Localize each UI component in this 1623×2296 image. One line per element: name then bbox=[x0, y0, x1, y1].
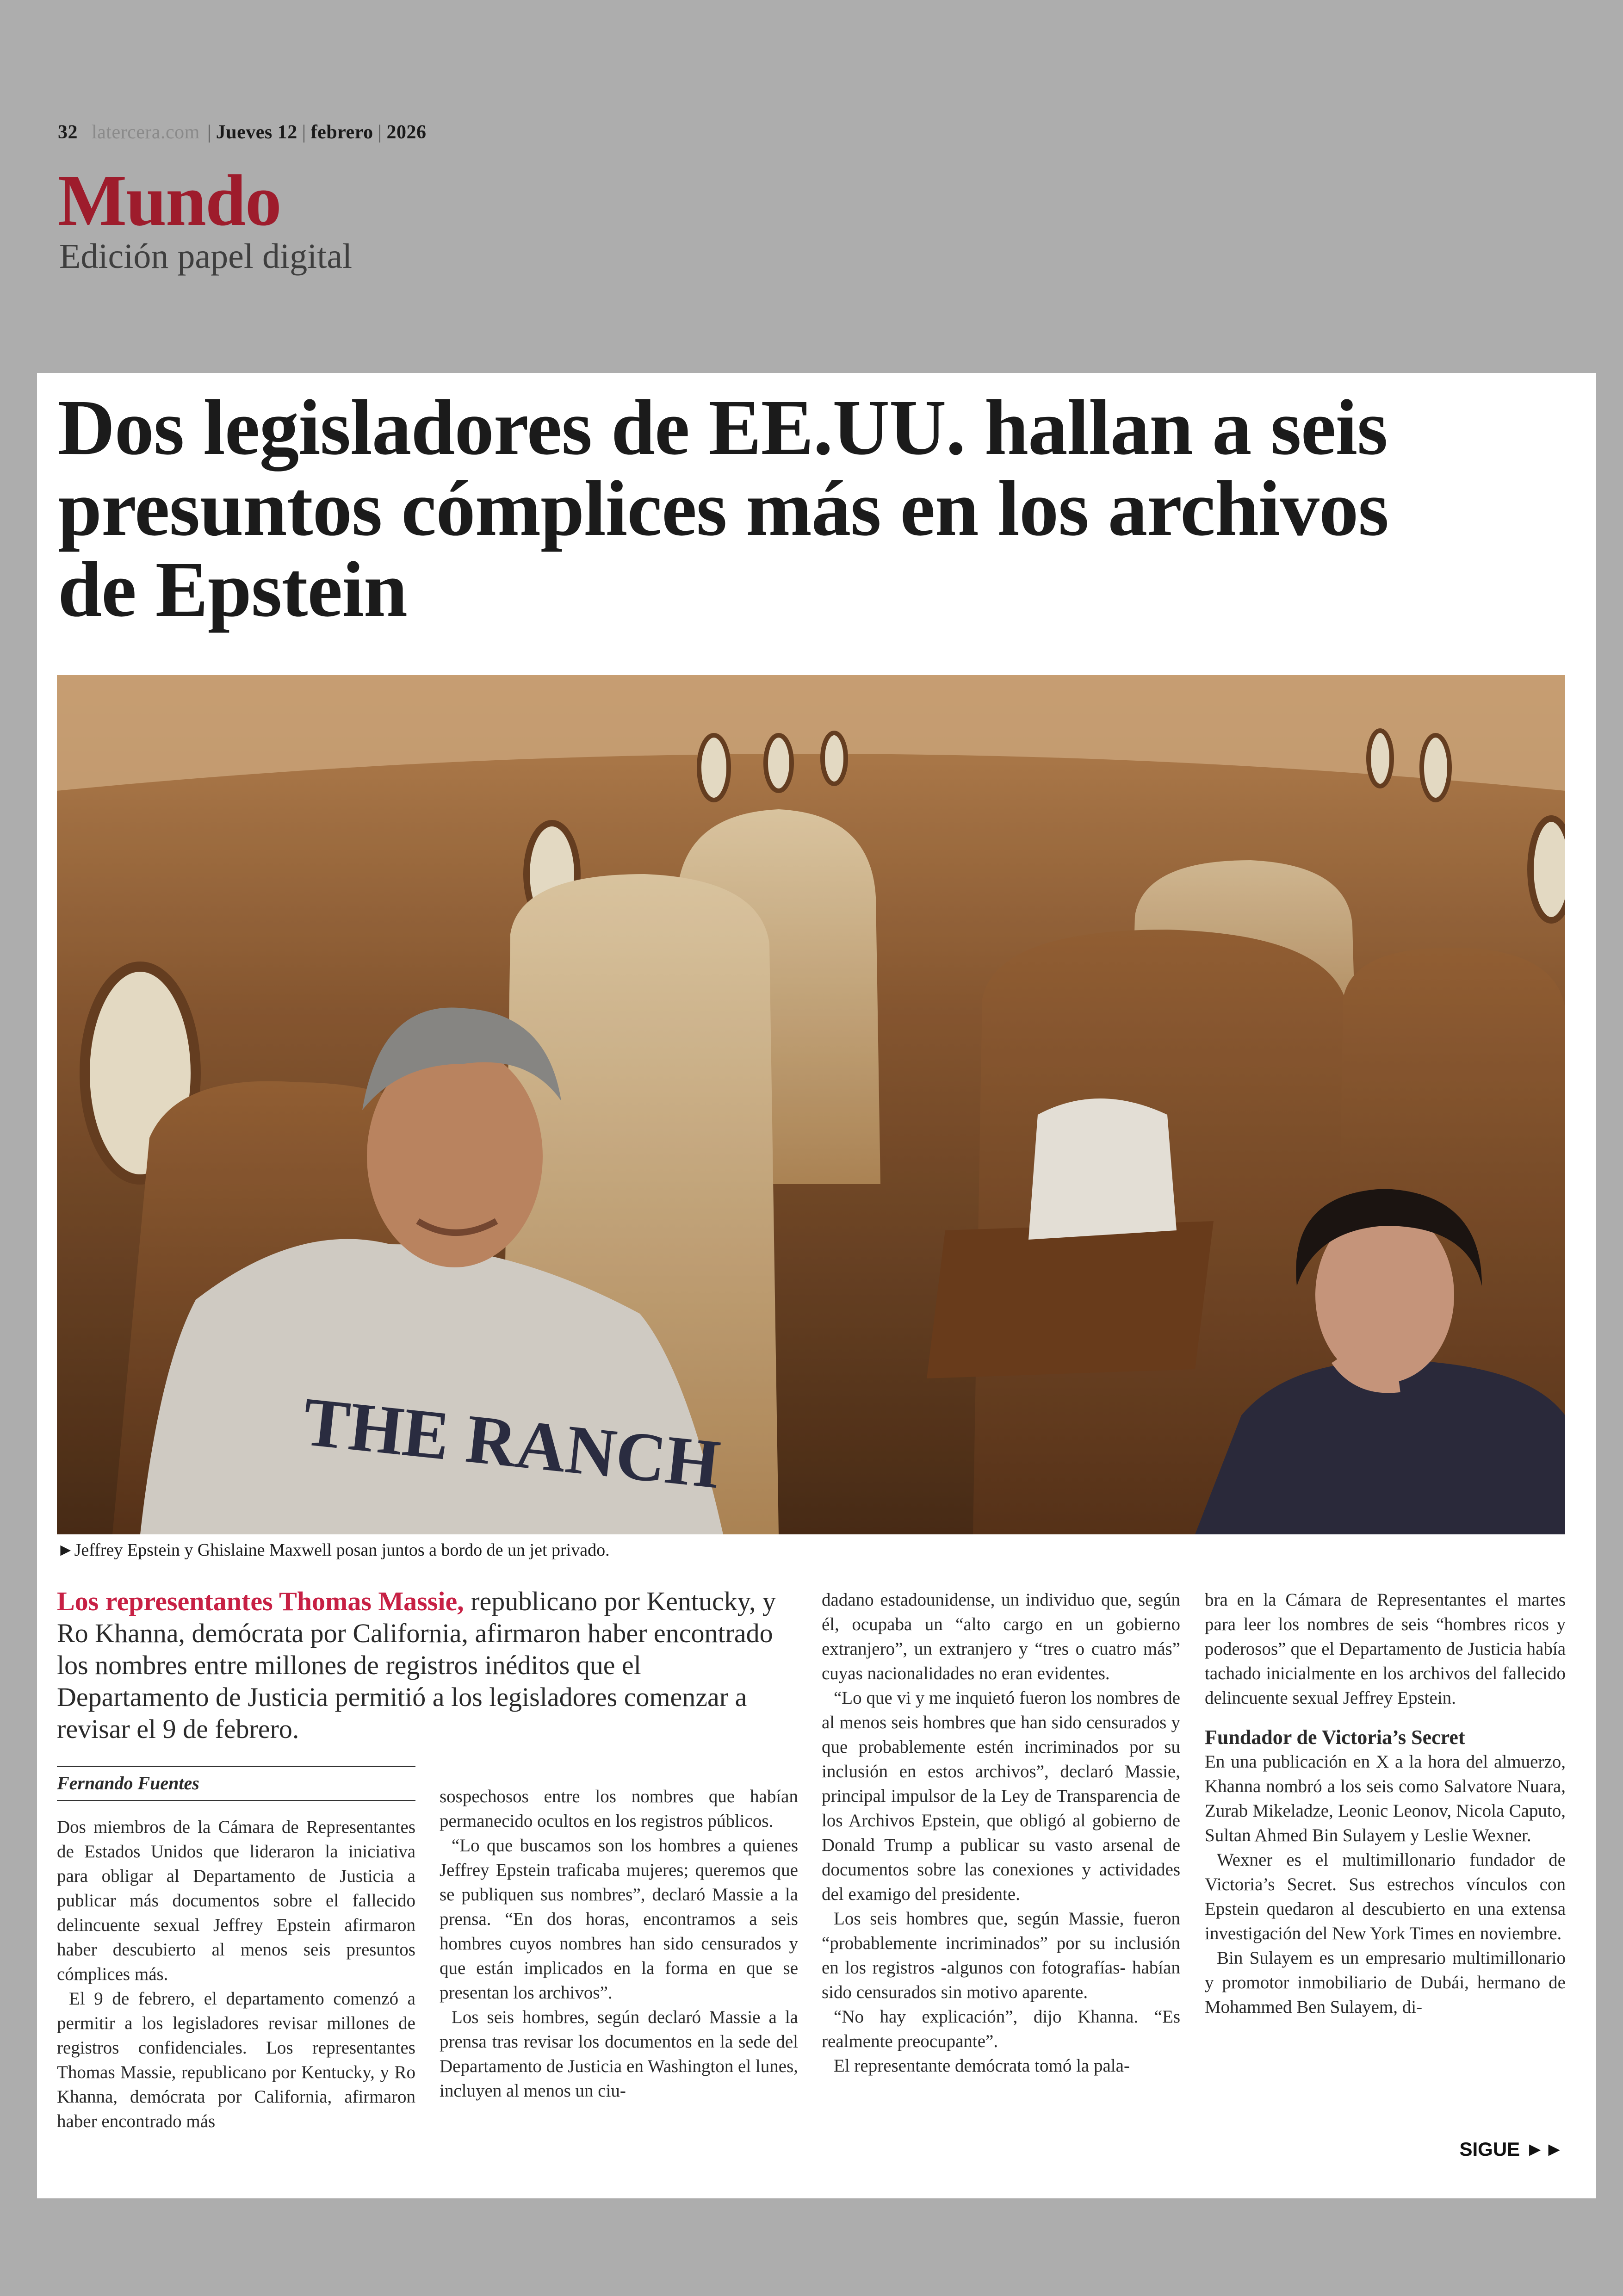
article-page bbox=[37, 373, 1596, 2198]
paragraph: dadano estadounidense, un individuo que, según él, ocupaba un “alto cargo en un gobierno extranjero”, un extranjero y “tres o cuatro más” cuyas nacionalidades no eran evidentes. bbox=[822, 1590, 1180, 1683]
paragraph: En una publicación en X a la hora del almuerzo, Khanna nombró a los seis como Salvatore Nuara, Zurab Mikeladze, Leonic Leonov, Nicola Caputo, Sultan Ahmed Bin Sulayem y Leslie Wexner. bbox=[1205, 1752, 1566, 1845]
column-2 bbox=[440, 1784, 798, 2103]
column-4 bbox=[1205, 1588, 1566, 2019]
paragraph: Bin Sulayem es un empresario multimillonario y promotor inmobiliario de Dubái, hermano de Mohammed Ben Sulayem, di- bbox=[1205, 1948, 1566, 2017]
photo-caption: ►Jeffrey Epstein y Ghislaine Maxwell posan juntos a bordo de un jet privado. bbox=[57, 1540, 610, 1560]
edition-label: Edición papel digital bbox=[59, 237, 353, 276]
paragraph: “Lo que vi y me inquietó fueron los nombres de al menos seis hombres que han sido censurados y que probablemente estén incriminados por su inclusión en estos archivos”, declaró Massie, principal impulsor de la Ley de Transparencia de los Archivos Epstein, que obligó al gobierno de Donald Trump a publicar su vasto arsenal de documentos sobre las conexiones y actividades del examigo del presidente. bbox=[822, 1688, 1180, 1904]
article-photo[interactable] bbox=[57, 675, 1565, 1534]
sweatshirt-text: THE RANCH bbox=[299, 1383, 724, 1503]
paragraph: Los seis hombres, según declaró Massie a la prensa tras revisar los documentos en la sede del Departamento de Justicia en Washington el lunes, incluyen al menos un ciu- bbox=[440, 2007, 798, 2101]
dateline: 32 latercera.com | Jueves 12 | febrero | 2026 bbox=[58, 122, 427, 143]
paragraph: “Lo que buscamos son los hombres a quienes Jeffrey Epstein traficaba mujeres; queremos que se publiquen sus nombres”, declaró Massie a la prensa. “En dos horas, encontramos a seis hombres cuyos nombres han sido censurados y que están implicados en la forma en que se presentan los archivos”. bbox=[440, 1836, 798, 2003]
photo-illustration bbox=[57, 675, 1565, 1534]
paragraph: sospechosos entre los nombres que habían permanecido ocultos en los registros públicos. bbox=[440, 1787, 798, 1831]
date-year: 2026 bbox=[386, 122, 427, 143]
column-1 bbox=[57, 1766, 415, 2134]
paragraph: El 9 de febrero, el departamento comenzó a permitir a los legisladores revisar millones de registros confidenciales. Los representantes Thomas Massie, republicano por Kentucky, y Ro Khanna, demócrata por California, afirmaron haber encontrado más bbox=[57, 1989, 415, 2131]
subheading: Fundador de Victoria’s Secret bbox=[1205, 1726, 1465, 1749]
byline: Fernando Fuentes bbox=[57, 1766, 415, 1801]
paragraph: Dos miembros de la Cámara de Representantes de Estados Unidos que lideraron la iniciativa para obligar al Departamento de Justicia a publicar más documentos sobre el fallecido delincuente sexual Jeffrey Epstein afirmaron haber descubierto al menos seis presuntos cómplices más. bbox=[57, 1817, 415, 1984]
lead-text: republicano por Kentucky, y Ro Khanna, demócrata por California, afirmaron haber encontrado los nombres entre millones de registros inéditos que el Departamento de Justicia permitió a los legisladores comenzar a revisar el 9 de febrero. bbox=[57, 1586, 776, 1744]
section-title: Mundo bbox=[58, 160, 281, 241]
paragraph: bra en la Cámara de Representantes el martes para leer los nombres de seis “hombres ricos y poderosos” que el Departamento de Justicia había tachado inicialmente en los archivos del fallecido delincuente sexual Jeffrey Epstein. bbox=[1205, 1590, 1566, 1708]
page-number: 32 bbox=[58, 122, 78, 143]
date-weekday: Jueves 12 bbox=[216, 122, 297, 143]
paragraph: Los seis hombres que, según Massie, fueron “probablemente incriminados” por su inclusión en los registros -algunos con fotografías- habían sido censurados sin motivo aparente. bbox=[822, 1909, 1180, 2002]
headline: Dos legisladores de EE.UU. hallan a seis presuntos cómplices más en los archivos de Epstein bbox=[58, 384, 1389, 633]
lead-paragraph bbox=[57, 1585, 779, 1745]
paragraph: Wexner es el multimillonario fundador de Victoria’s Secret. Sus estrechos vínculos con Epstein quedaron al descubierto en una extensa investigación del New York Times en noviembre. bbox=[1205, 1850, 1566, 1943]
continue-link[interactable]: SIGUE ►► bbox=[1459, 2138, 1564, 2160]
column-3 bbox=[822, 1588, 1180, 2078]
paragraph: El representante demócrata tomó la pala- bbox=[834, 2056, 1130, 2076]
lead-highlight: Los representantes Thomas Massie, bbox=[57, 1586, 464, 1616]
site-name[interactable]: latercera.com bbox=[92, 122, 200, 143]
paragraph: “No hay explicación”, dijo Khanna. “Es realmente preocupante”. bbox=[822, 2007, 1180, 2051]
date-month: febrero bbox=[310, 122, 373, 143]
